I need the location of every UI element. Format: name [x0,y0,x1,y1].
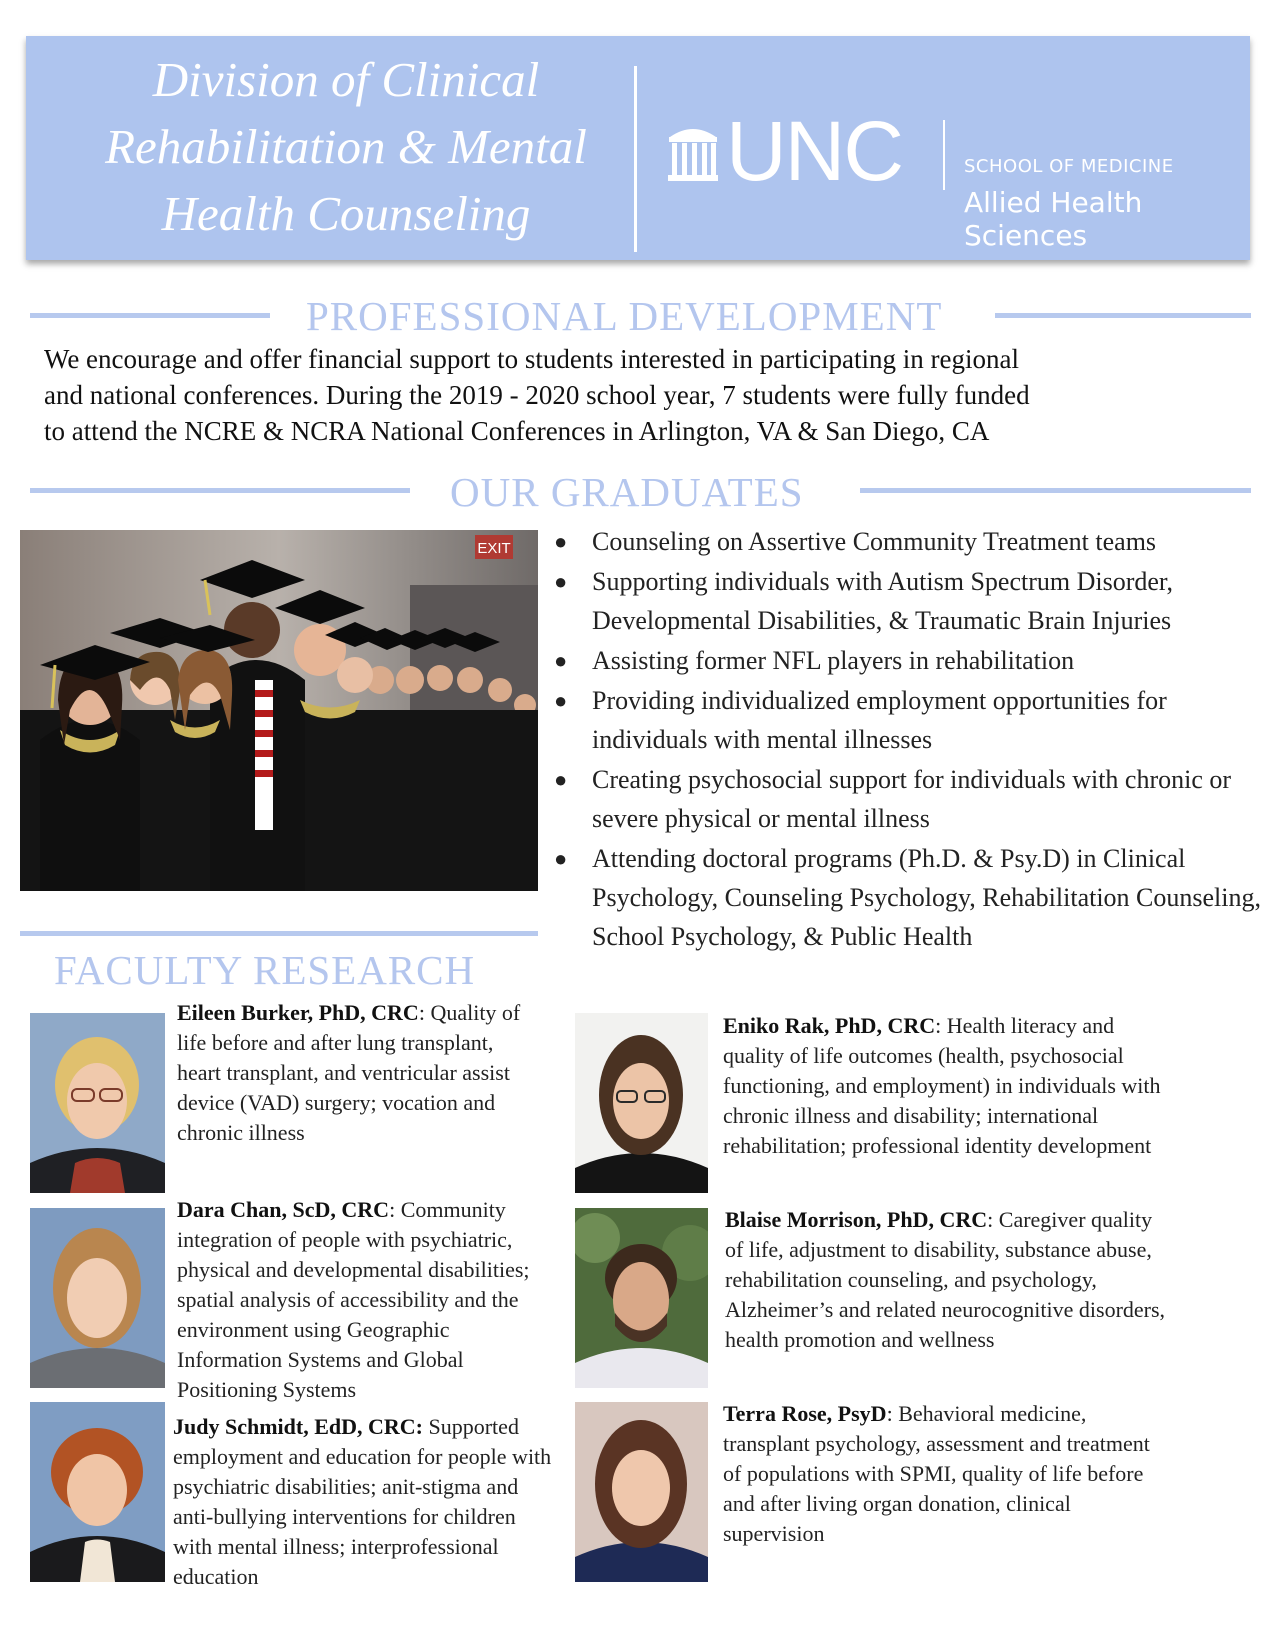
faculty-entry-rak: Eniko Rak, PhD, CRC: Health literacy and quality of life outcomes (health, psychosocial functioning, and employment) in individuals with chronic illness and disability; international rehabilitation; professional identity development [723,1013,1161,1158]
graduates-list-item: ● Assisting former NFL players in rehabilitation [552,641,1262,680]
bullet-icon: ● [554,846,568,871]
unc-wordmark: UNC [726,104,902,198]
faculty-research: Behavioral medicine, transplant psychology, assessment and treatment of populations with SPMI, quality of life before and after living organ donation, clinical supervision [723,1401,1150,1546]
school-label: SCHOOL OF MEDICINE [964,156,1174,177]
bullet-icon: ● [554,648,568,673]
graduates-list-item: ● Counseling on Assertive Community Treatment teams [552,522,1262,561]
faculty-entry-morrison: Blaise Morrison, PhD, CRC: Caregiver quality of life, adjustment to disability, substance abuse, rehabilitation counseling, and psychology, Alzheimer’s and related neurocognitive disorders, health promotion and wellness [725,1207,1166,1352]
old-well-icon [666,121,720,183]
graduates-list-item: ● Supporting individuals with Autism Spectrum Disorder, Developmental Disabilities, & Traumatic Brain Injuries [552,562,1262,640]
division-title [66,46,626,247]
faculty-research: Caregiver quality of life, adjustment to disability, substance abuse, rehabilitation counseling, and psychology, Alzheimer’s and related neurocognitive disorders, health promotion and wellness [725,1207,1166,1352]
bullet-icon: ● [554,688,568,713]
pd-line-1: We encourage and offer financial support to students interested in participating in regional [44,344,1020,374]
section-rule-right [995,313,1251,318]
faculty-photo-burker [30,1013,165,1193]
faculty-name: Judy Schmidt, EdD, CRC: [173,1414,423,1439]
faculty-research: Quality of life before and after lung transplant, heart transplant, and ventricular assist device (VAD) surgery; vocation and chronic illness [177,1000,521,1145]
graduates-list-item: ● Providing individualized employment opportunities for individuals with mental illnesses [552,681,1262,759]
logo-divider [943,120,945,190]
pd-line-3: to attend the NCRE & NCRA National Conferences in Arlington, VA & San Diego, CA [44,416,990,446]
bullet-icon: ● [554,529,568,554]
faculty-research: Community integration of people with psychiatric, physical and developmental disabilities; spatial analysis of accessibility and the environment using Geographic Information Systems and Global Positioning Systems [177,1197,530,1402]
graduates-heading: OUR GRADUATES [450,469,804,515]
division-title-line-2: Rehabilitation & Mental [105,119,587,174]
faculty-entry-chan: Dara Chan, ScD, CRC: Community integration of people with psychiatric, physical and developmental disabilities; spatial analysis of accessibility and the environment using Geographic Information Systems and Global Positioning Systems [177,1197,530,1402]
graduates-rule-right [860,488,1251,493]
faculty-rule [20,931,538,936]
bullet-icon: ● [554,569,568,594]
graduates-list [552,522,1262,957]
graduates-list-item: ● Creating psychosocial support for individuals with chronic or severe physical or mental illness [552,760,1262,838]
department-label: Allied Health Sciences [964,186,1143,252]
faculty-name: Blaise Morrison, PhD, CRC [725,1207,988,1232]
pd-line-2: and national conferences. During the 2019 - 2020 school year, 7 students were fully funded [44,380,1030,410]
faculty-research: Supported employment and education for people with psychiatric disabilities; anit-stigma and anti-bullying interventions for children with mental illness; interprofessional education [173,1414,552,1589]
section-rule-left [30,313,270,318]
exit-sign-text: EXIT [477,540,511,557]
faculty-entry-burker: Eileen Burker, PhD, CRC: Quality of life before and after lung transplant, heart transplant, and ventricular assist device (VAD) surgery; vocation and chronic illness [177,1000,521,1145]
professional-development-text [44,341,1244,449]
division-title-line-1: Division of Clinical [152,52,540,107]
faculty-research: Health literacy and quality of life outcomes (health, psychosocial functioning, and employment) in individuals with chronic illness and disability; international rehabilitation; professional identity development [723,1013,1161,1158]
graduates-rule-left [30,488,410,493]
faculty-photo-chan [30,1208,165,1388]
graduates-list-item: ● Attending doctoral programs (Ph.D. & Psy.D) in Clinical Psychology, Counseling Psychology, Rehabilitation Counseling, School Psychology, & Public Health [552,839,1262,956]
professional-development-heading: PROFESSIONAL DEVELOPMENT [306,293,943,339]
faculty-entry-rose: Terra Rose, PsyD: Behavioral medicine, transplant psychology, assessment and treatment of populations with SPMI, quality of life before and after living organ donation, clinical supervision [723,1401,1150,1546]
faculty-name: Eniko Rak, PhD, CRC [723,1013,936,1038]
faculty-photo-rose [575,1402,708,1582]
banner-divider [634,66,637,252]
faculty-heading: FACULTY RESEARCH [54,947,476,993]
division-title-line-3: Health Counseling [161,186,531,241]
faculty-photo-morrison [575,1208,708,1388]
faculty-name: Terra Rose, PsyD [723,1401,887,1426]
faculty-entry-schmidt [173,1412,555,1592]
faculty-name: Eileen Burker, PhD, CRC [177,1000,419,1025]
faculty-name: Dara Chan, ScD, CRC [177,1197,390,1222]
bullet-icon: ● [554,767,568,792]
header-banner [26,36,1250,260]
graduates-photo [20,530,538,891]
faculty-photo-rak [575,1013,708,1193]
faculty-photo-schmidt [30,1402,165,1582]
